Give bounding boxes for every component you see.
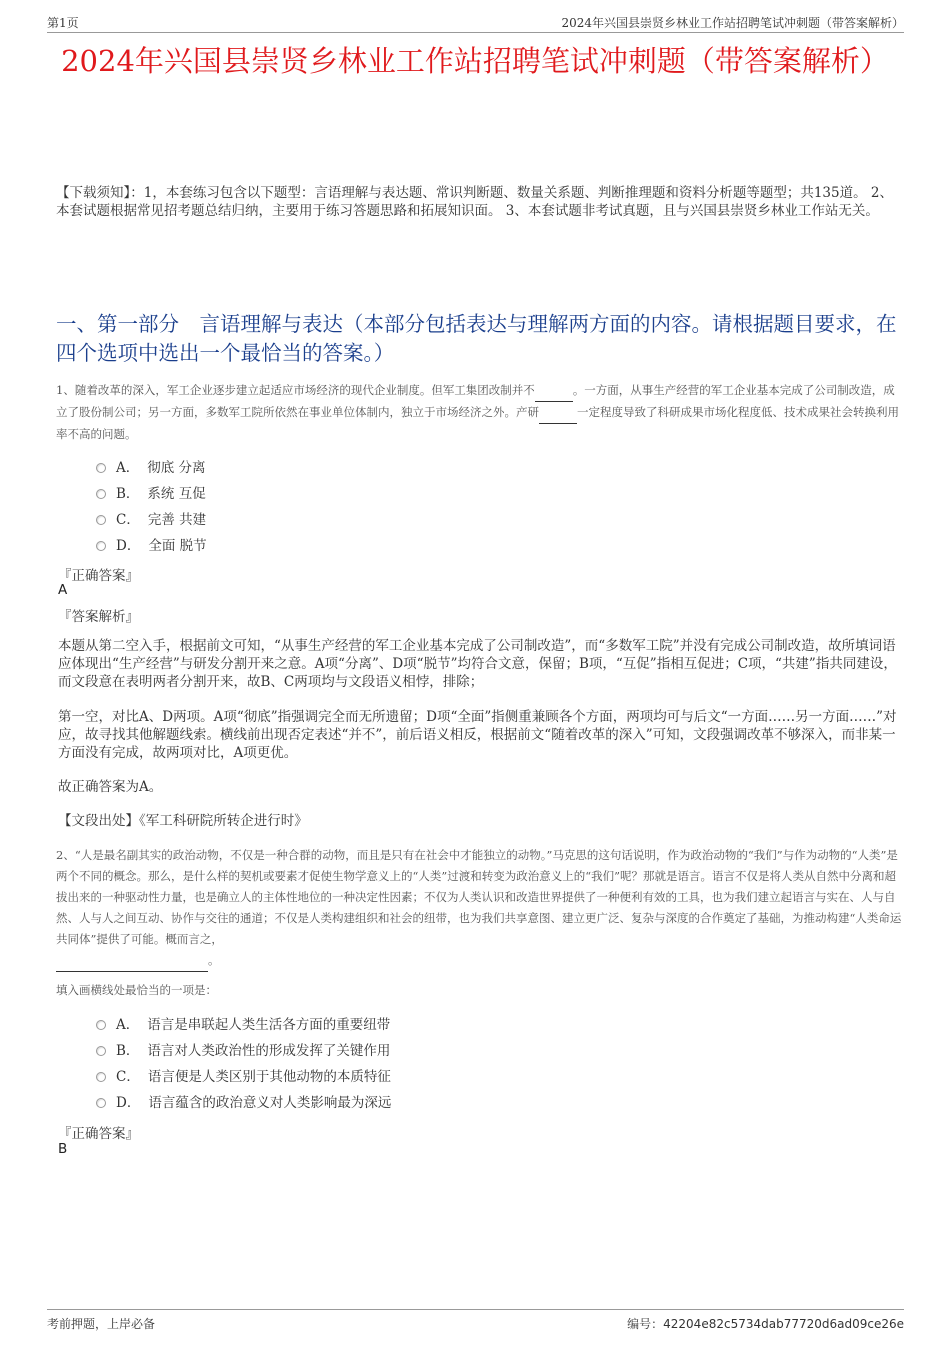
radio-icon[interactable]: [96, 1046, 106, 1056]
analysis-label: 『答案解析』: [58, 609, 139, 625]
question-2-text: 2、“人是最名副其实的政治动物，不仅是一种合群的动物，而且是只有在社会中才能独立的动物。”马克思的这句话说明，作为政治动物的“我们”与作为动物的“人类”是两个不同的概念。那么，是什么样的契机或要素才促使生物学意义上的“人类”过渡和转变为政治意义上的“我们”呢？那就是语言。语言不仅是将人类从自然中分离和超拔出来的一种驱动性力量，也是确立人的主体性地位的一种决定性因素；不仅为人类认识和改造世界提供了一种便利有效的工具，也为我们建立起语言与实在、人与自然、人与人之间互动、协作与交往的通道；不仅是人类构建组织和社会的纽带，也为我们共享意图、建立更广泛、复杂与深度的合作奠定了基础，为推动构建“人类命运共同体”提供了可能。概而言之， 。: [56, 845, 904, 972]
document-code: 编号：42204e82c5734dab77720d6ad09ce26e: [627, 1317, 904, 1331]
analysis-paragraph: 第一空，对比A、D两项。A项“彻底”指强调完全而无所遗留；D项“全面”指侧重兼顾各个方面，两项均可与后文“一方面……另一方面……”对应，故寻找其他解题线索。横线前出现否定表述“并不”，前后语义相反，根据前文“随着改革的深入”可知，文段强调改革不够深入，而非某一方面没有完成，故两项对比，A项更优。: [58, 709, 897, 761]
option-d[interactable]: D． 语言蕴含的政治意义对人类影响最为深远: [96, 1090, 391, 1116]
radio-icon[interactable]: [96, 463, 106, 473]
blank-answer-line: [56, 950, 208, 972]
analysis-conclusion: 故正确答案为A。: [58, 779, 163, 795]
radio-icon[interactable]: [96, 541, 106, 551]
footer-slogan: 考前押题，上岸必备: [47, 1317, 156, 1331]
question-2-prompt: 填入画横线处最恰当的一项是：: [56, 983, 217, 997]
correct-answer: A: [58, 582, 68, 598]
analysis-paragraph: 本题从第二空入手，根据前文可知，“从事生产经营的军工企业基本完成了公司制改造”，而“多数军工院”并没有完成公司制改造，故所填词语应体现出“生产经营”与研发分割开来之意。A项“分离”、D项“脱节”均符合文意，保留；B项，“互促”指相互促进；C项，“共建”指共同建设，而文段意在表明两者分割开来，故B、C两项均与文段语义相悖，排除；: [58, 638, 897, 690]
correct-answer-label: 『正确答案』: [58, 568, 139, 584]
radio-icon[interactable]: [96, 515, 106, 525]
option-b[interactable]: B． 语言对人类政治性的形成发挥了关键作用: [96, 1038, 391, 1064]
source-citation: 【文段出处】《军工科研院所转企进行时》: [58, 813, 308, 829]
option-d[interactable]: D． 全面 脱节: [96, 533, 207, 559]
option-c[interactable]: C． 语言便是人类区别于其他动物的本质特征: [96, 1064, 391, 1090]
blank-2: [539, 402, 577, 424]
radio-icon[interactable]: [96, 1098, 106, 1108]
correct-answer-label: 『正确答案』: [58, 1126, 139, 1142]
question-1-options: [96, 455, 207, 559]
option-c[interactable]: C． 完善 共建: [96, 507, 207, 533]
page-number: 第1页: [47, 16, 79, 30]
radio-icon[interactable]: [96, 1072, 106, 1082]
option-a[interactable]: A． 语言是串联起人类生活各方面的重要纽带: [96, 1012, 391, 1038]
radio-icon[interactable]: [96, 1020, 106, 1030]
section-title: 一、第一部分 言语理解与表达（本部分包括表达与理解两方面的内容。请根据题目要求，在四个选项中选出一个最恰当的答案。）: [56, 312, 897, 365]
blank-1: [535, 380, 573, 402]
page-header: [47, 12, 904, 33]
option-a[interactable]: A． 彻底 分离: [96, 455, 207, 481]
correct-answer: B: [58, 1141, 68, 1157]
radio-icon[interactable]: [96, 489, 106, 499]
question-1-text: 1、随着改革的深入，军工企业逐步建立起适应市场经济的现代企业制度。但军工集团改制并不 。一方面，从事生产经营的军工企业基本完成了公司制改造，成立了股份制公司；另一方面，多数军工院所依然在事业单位体制内，独立于市场经济之外。产研 一定程度导致了科研成果市场化程度低、技术成果社会转换利用率不高的问题。: [56, 380, 904, 445]
page-title: 2024年兴国县崇贤乡林业工作站招聘笔试冲刺题（带答案解析）: [61, 44, 889, 78]
header-doc-title: 2024年兴国县崇贤乡林业工作站招聘笔试冲刺题（带答案解析）: [561, 16, 904, 30]
page-footer: [47, 1309, 904, 1340]
download-notice: 【下载须知】：1，本套练习包含以下题型：言语理解与表达题、常识判断题、数量关系题、判断推理题和资料分析题等题型；共135道。 2、本套试题根据常见招考题总结归纳，主要用于练习答题思路和拓展知识面。 3、本套试题非考试真题，且与兴国县崇贤乡林业工作站无关。: [56, 185, 893, 219]
option-b[interactable]: B． 系统 互促: [96, 481, 207, 507]
question-2-options: [96, 1012, 391, 1116]
